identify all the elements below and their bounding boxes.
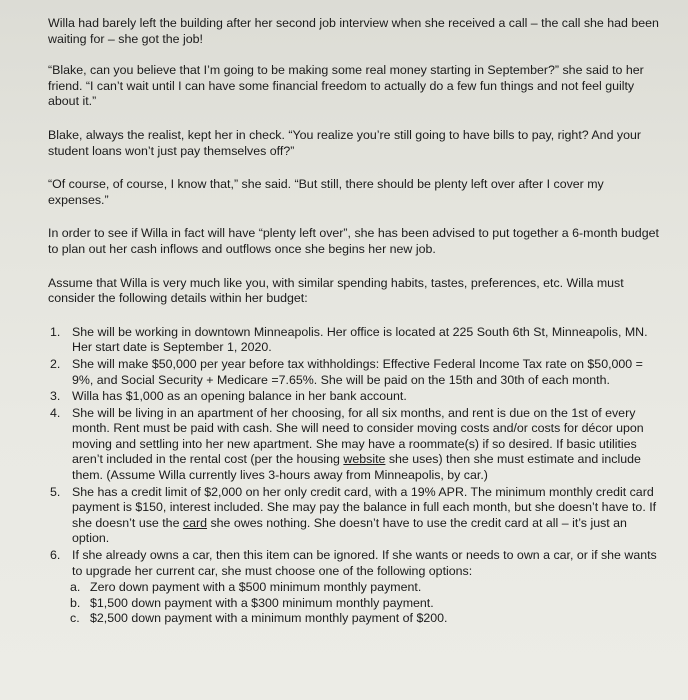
list-number: 4. (50, 405, 61, 420)
paragraph-intro: Willa had barely left the building after her second job interview when she received a call – the call she had been waiting for – she got the job! (48, 16, 659, 46)
option-text: $1,500 down payment with a $300 minimum monthly payment. (90, 595, 434, 610)
list-item-5 (48, 485, 660, 547)
list-number: 6. (50, 548, 61, 563)
list-text-part: she owes nothing. She doesn’t have to use the credit card at all – it’s just an option. (72, 515, 627, 546)
list-text: She will make $50,000 per year before tax withholdings: Effective Federal Income Tax rate on $50,000 = 9%, and Social Security + Medicare =7.65%. She will be paid on the 15th and 30th of each month. (72, 356, 643, 387)
list-item-6 (48, 548, 660, 579)
list-text: Willa has $1,000 as an opening balance in her bank account. (72, 389, 407, 404)
list-text-part: She will be living in an apartment of her choosing, for all six months, and rent is due on the 1st of every month. Rent must be paid with cash. She will need to consider moving costs and/or costs for décor upon moving and settling into her new apartment. She may have a roommate(s) if so desired. If basic utilities aren’t included in the rental cost (per the housing (72, 405, 644, 467)
car-option-c (48, 611, 660, 627)
list-number: 5. (50, 484, 61, 499)
details-list (48, 325, 660, 627)
list-text-part: She has a credit limit of $2,000 on her only credit card, with a 19% APR. The minimum monthly credit card payment is $150, interest included. She may pay the balance in full each month, but she doesn’t have to. If she doesn’t use the (72, 484, 657, 530)
option-letter: a. (70, 580, 81, 595)
paragraph-blake-realist: Blake, always the realist, kept her in check. “You realize you’re still going to have bills to pay, right? And your student loans won’t just pay themselves off?” (48, 127, 642, 158)
paragraph-assumptions: Assume that Willa is very much like you, with similar spending habits, tastes, preferences, etc. Willa must consider the following details within her budget: (48, 275, 624, 306)
list-number: 3. (50, 389, 61, 404)
list-item-3 (48, 389, 660, 405)
car-option-b (48, 596, 660, 612)
list-item-2 (48, 357, 660, 388)
option-letter: c. (70, 611, 80, 626)
list-text: She will be working in downtown Minneapolis. Her office is located at 225 South 6th St, Minneapolis, MN. Her start date is September 1, 2020. (72, 324, 648, 355)
option-text: $2,500 down payment with a minimum monthly payment of $200. (90, 611, 448, 626)
paragraph-blake-question: “Blake, can you believe that I’m going to be making some real money starting in September?” she said to her friend. “I can’t wait until I can have some financial freedom to actually do a few fun things and not feel guilty about it.” (48, 63, 644, 109)
car-option-a (48, 580, 660, 596)
paragraph-willa-reply: “Of course, of course, I know that,” she said. “But still, there should be plenty left over after I cover my expenses.” (48, 177, 604, 207)
list-text (72, 485, 660, 547)
list-number: 1. (50, 324, 61, 339)
card-link[interactable]: card (182, 515, 208, 530)
list-text (72, 406, 660, 484)
list-item-1 (48, 325, 660, 356)
option-text: Zero down payment with a $500 minimum monthly payment. (90, 580, 422, 595)
option-letter: b. (70, 595, 81, 610)
document-page (48, 16, 660, 627)
list-text: If she already owns a car, then this item can be ignored. If she wants or needs to own a car, or if she wants to upgrade her current car, she must choose one of the following options: (72, 548, 657, 578)
list-item-4 (48, 406, 660, 484)
list-number: 2. (50, 356, 61, 371)
website-link[interactable]: website (343, 452, 386, 467)
list-text-part: she uses) then she must estimate and include them. (Assume Willa currently lives 3-hours away from Minneapolis, by car.) (72, 452, 641, 483)
paragraph-budget-task: In order to see if Willa in fact will have “plenty left over”, she has been advised to put together a 6-month budget to plan out her cash inflows and outflows once she begins her new job. (48, 226, 659, 256)
